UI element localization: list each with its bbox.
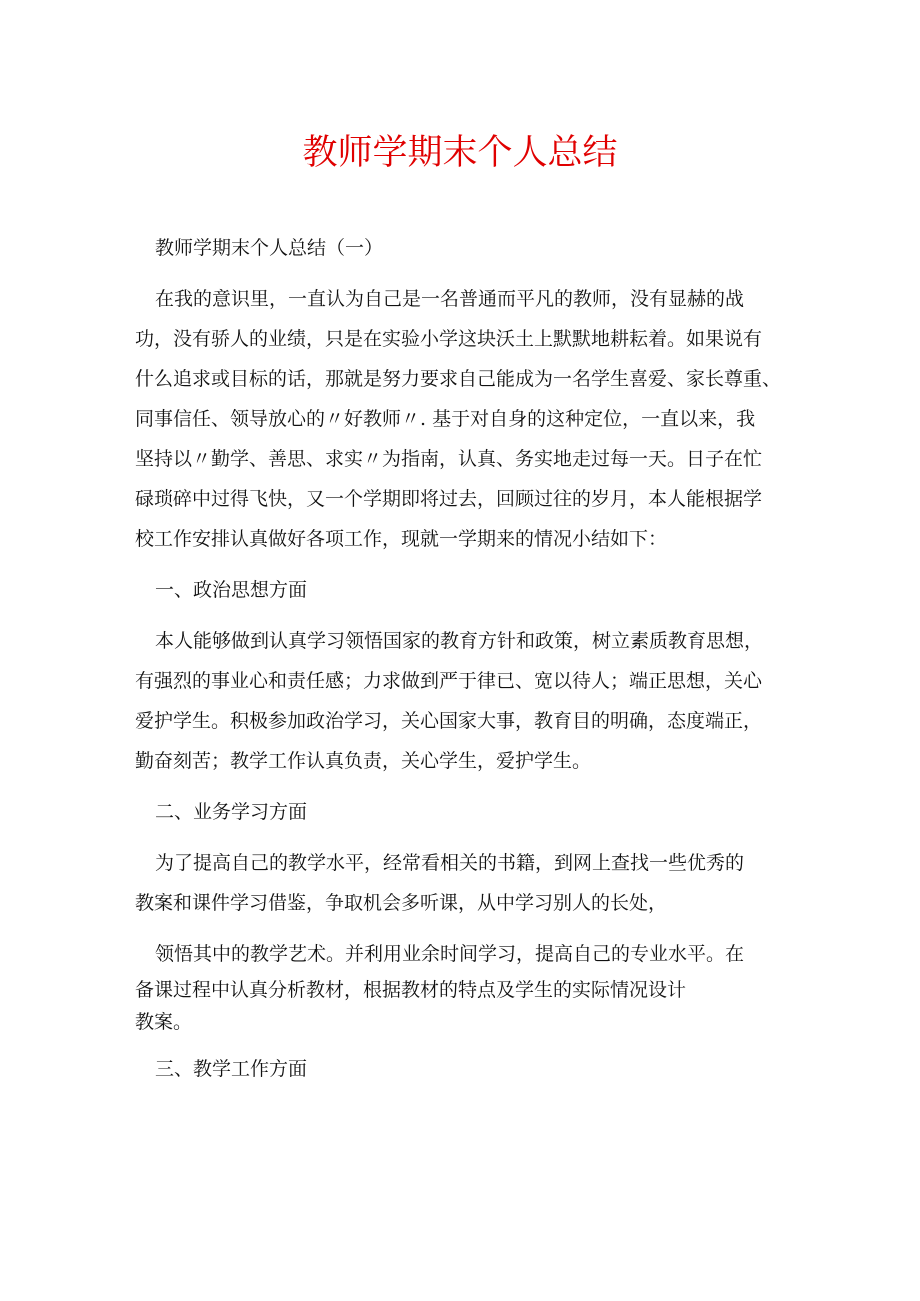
paragraph-line: 备课过程中认真分析教材，根据教材的特点及学生的实际情况设计 — [135, 979, 687, 1001]
paragraph-line: 教案。 — [135, 1011, 193, 1033]
document-body — [135, 228, 795, 1089]
paragraph-line: 同事信任、领导放心的〃好教师〃. 基于对自身的这种定位，一直以来，我 — [135, 408, 756, 430]
section-heading-teaching — [135, 1049, 795, 1089]
paragraph-line: 本人能够做到认真学习领悟国家的教育方针和政策，树立素质教育思想， — [155, 630, 764, 652]
paragraph-line: 教案和课件学习借鉴，争取机会多听课，从中学习别人的长处， — [135, 892, 668, 914]
document-title: 教师学期末个人总结 — [302, 133, 618, 173]
subtitle-line: 教师学期末个人总结（一） — [155, 237, 384, 259]
paragraph-line: 勤奋刻苦；教学工作认真负责，关心学生，爱护学生。 — [135, 750, 592, 772]
section-subtitle — [135, 228, 795, 268]
paragraph-line: 领悟其中的教学艺术。并利用业余时间学习，提高自己的专业水平。在 — [155, 943, 745, 965]
paragraph-line: 什么追求或目标的话，那就是努力要求自己能成为一名学生喜爱、家长尊重、 — [135, 368, 782, 390]
paragraph-line: 功，没有骄人的业绩，只是在实验小学这块沃土上默默地耕耘着。如果说有 — [135, 328, 763, 350]
politics-paragraph — [135, 621, 795, 781]
section-heading-study — [135, 792, 795, 832]
heading-line: 一、政治思想方面 — [155, 579, 308, 601]
study-paragraph-1 — [135, 843, 795, 923]
section-heading-politics — [135, 570, 795, 610]
paragraph-line: 在我的意识里，一直认为自己是一名普通而平凡的教师，没有显赫的战 — [155, 288, 745, 310]
intro-paragraph — [135, 279, 795, 559]
study-paragraph-2 — [135, 934, 795, 1038]
paragraph-line: 为了提高自己的教学水平，经常看相关的书籍，到网上查找一些优秀的 — [155, 852, 745, 874]
heading-line: 三、教学工作方面 — [155, 1058, 308, 1080]
paragraph-line: 碌琐碎中过得飞快，又一个学期即将过去，回顾过往的岁月，本人能根据学 — [135, 488, 763, 510]
heading-line: 二、业务学习方面 — [155, 801, 308, 823]
paragraph-line: 爱护学生。积极参加政治学习，关心国家大事，教育目的明确，态度端正， — [135, 710, 763, 732]
paragraph-line: 校工作安排认真做好各项工作，现就一学期来的情况小结如下： — [135, 528, 668, 550]
paragraph-line: 有强烈的事业心和责任感；力求做到严于律已、宽以待人；端正思想，关心 — [135, 670, 763, 692]
paragraph-line: 坚持以〃勤学、善思、求实〃为指南，认真、务实地走过每一天。日子在忙 — [135, 448, 763, 470]
